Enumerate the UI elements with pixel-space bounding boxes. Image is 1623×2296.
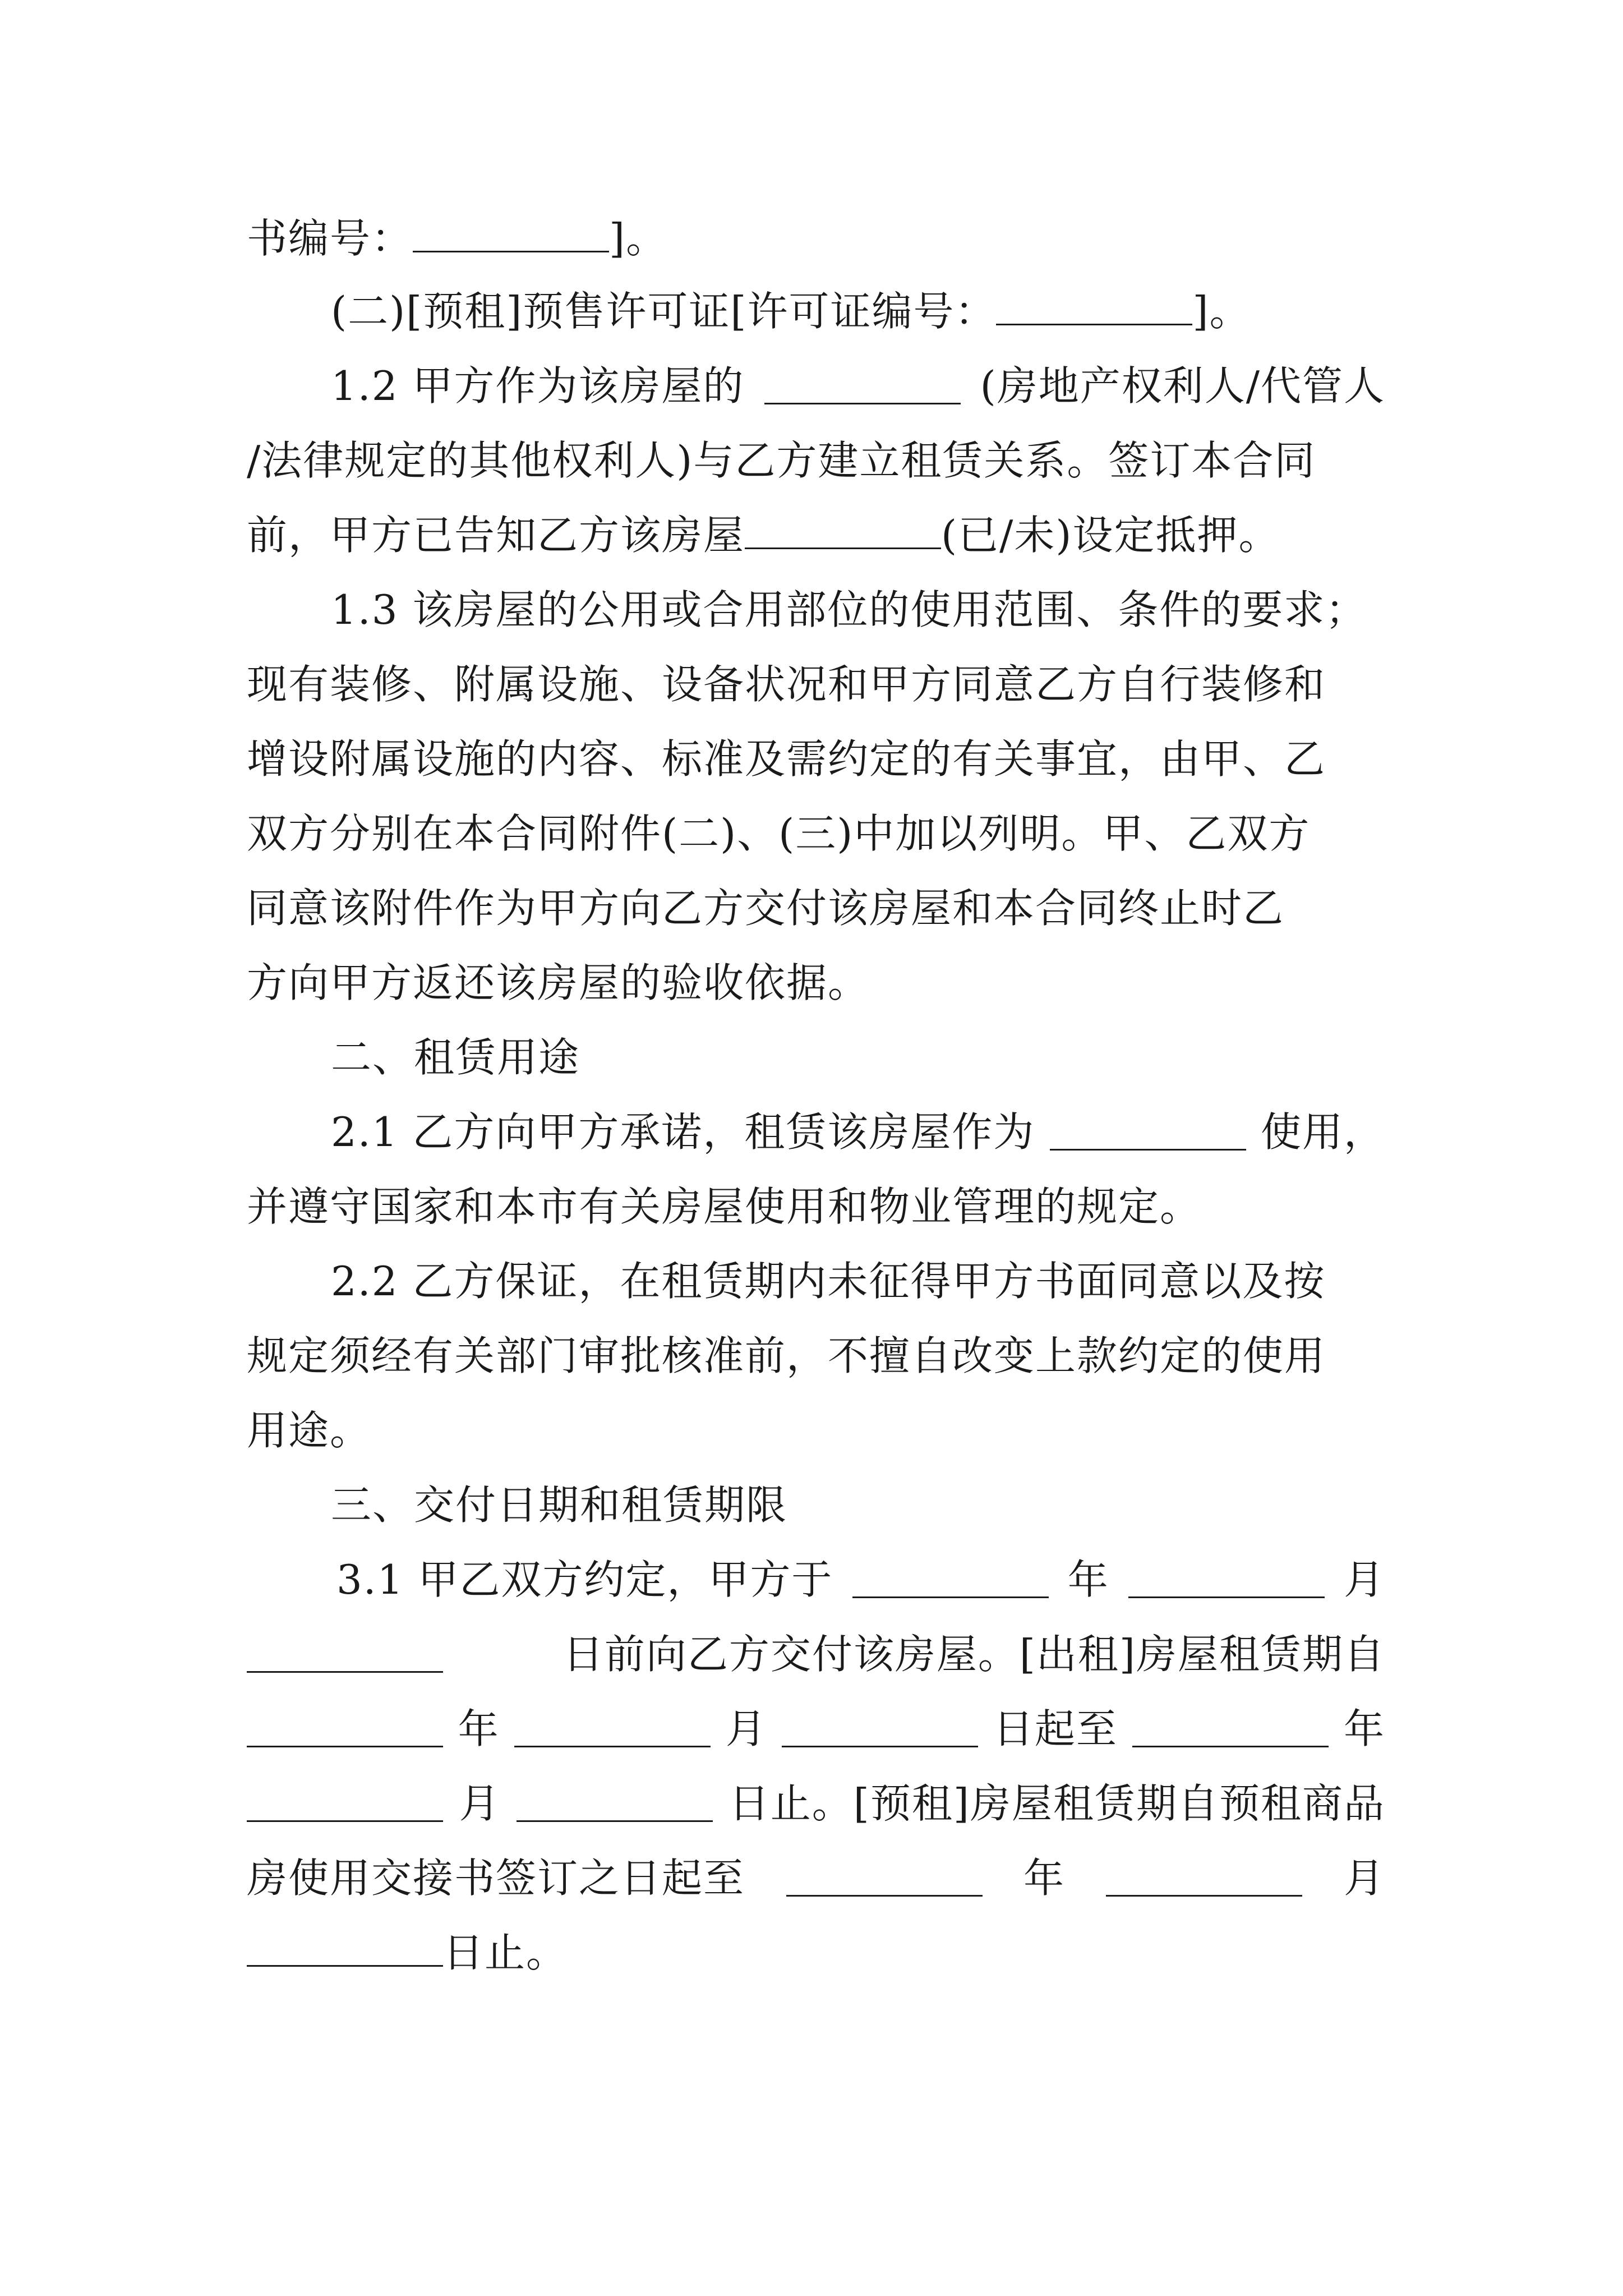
text-segment: 方向甲方返还该房屋的验收依据。 bbox=[247, 959, 870, 1006]
text-segment: 年 bbox=[458, 1705, 500, 1752]
text-segment: 日前向乙方交付该房屋。[出租]房屋租赁期自 bbox=[562, 1631, 1385, 1678]
text-segment: 1.3 该房屋的公用或合用部位的使用范围、条件的要求； bbox=[331, 586, 1367, 633]
section-heading bbox=[331, 1474, 1385, 1536]
text-line bbox=[247, 1773, 1385, 1834]
fill-in-blank[interactable] bbox=[764, 368, 961, 404]
text-segment: 年 bbox=[1343, 1705, 1385, 1752]
fill-in-blank[interactable] bbox=[1132, 1711, 1329, 1747]
text-line bbox=[247, 1922, 1385, 1984]
text-line bbox=[247, 1698, 1385, 1760]
text-segment: 现有装修、附属设施、设备状况和甲方同意乙方自行装修和 bbox=[247, 661, 1326, 708]
text-segment: 年 bbox=[1023, 1855, 1065, 1902]
text-segment: 使用， bbox=[1260, 1108, 1385, 1156]
text-segment: 日起至 bbox=[993, 1705, 1118, 1752]
text-line bbox=[247, 654, 1385, 715]
text-segment: (已/未)设定抵押。 bbox=[941, 512, 1280, 559]
text-segment: 并遵守国家和本市有关房屋使用和物业管理的规定。 bbox=[247, 1183, 1202, 1230]
text-segment: 月 bbox=[1343, 1556, 1385, 1603]
text-segment: (二)[预租]预售许可证[许可证编号： bbox=[331, 288, 997, 335]
text-segment: ]。 bbox=[609, 215, 668, 262]
fill-in-blank[interactable] bbox=[852, 1562, 1049, 1598]
fill-in-blank[interactable] bbox=[1106, 1860, 1302, 1897]
text-segment: 3.1 甲乙双方约定，甲方于 bbox=[336, 1556, 833, 1603]
text-segment: 前，甲方已告知乙方该房屋 bbox=[247, 512, 745, 559]
text-line bbox=[247, 877, 1385, 939]
text-line bbox=[331, 1250, 1385, 1312]
text-segment: ]。 bbox=[1192, 288, 1251, 335]
fill-in-blank[interactable] bbox=[247, 1711, 443, 1747]
text-segment: 房使用交接书签订之日起至 bbox=[247, 1855, 745, 1902]
text-segment: 年 bbox=[1067, 1556, 1109, 1603]
fill-in-blank[interactable] bbox=[786, 1860, 983, 1897]
fill-in-blank[interactable] bbox=[782, 1711, 978, 1747]
text-segment: 规定须经有关部门审批核准前，不擅自改变上款约定的使用 bbox=[247, 1332, 1326, 1379]
text-line bbox=[331, 280, 1385, 342]
text-segment: /法律规定的其他权利人)与乙方建立租赁关系。签订本合同 bbox=[247, 437, 1316, 484]
text-segment: 2.2 乙方保证，在租赁期内未征得甲方书面同意以及按 bbox=[331, 1258, 1326, 1305]
text-line bbox=[247, 1400, 1385, 1461]
fill-in-blank[interactable] bbox=[247, 1786, 443, 1822]
text-segment: 2.1 乙方向甲方承诺，租赁该房屋作为 bbox=[331, 1108, 1035, 1156]
text-line bbox=[247, 952, 1385, 1014]
text-line bbox=[247, 430, 1385, 491]
fill-in-blank[interactable] bbox=[1128, 1562, 1325, 1598]
fill-in-blank[interactable] bbox=[517, 1786, 713, 1822]
text-segment: (房地产权利人/代管人 bbox=[980, 362, 1385, 409]
fill-in-blank[interactable] bbox=[247, 1636, 443, 1673]
section-heading-text: 二、租赁用途 bbox=[331, 1034, 580, 1081]
text-line bbox=[247, 1623, 1385, 1685]
text-segment: 1.2 甲方作为该房屋的 bbox=[331, 362, 745, 409]
text-segment: 月 bbox=[459, 1780, 501, 1827]
text-line bbox=[247, 1325, 1385, 1387]
fill-in-blank[interactable] bbox=[996, 289, 1192, 325]
fill-in-blank[interactable] bbox=[745, 513, 941, 549]
fill-in-blank[interactable] bbox=[514, 1711, 711, 1747]
text-line bbox=[247, 1847, 1385, 1909]
text-line bbox=[331, 355, 1385, 417]
text-line bbox=[247, 504, 1385, 566]
text-segment: 同意该附件作为甲方向乙方交付该房屋和本合同终止时乙 bbox=[247, 885, 1285, 932]
text-segment: 月 bbox=[1343, 1855, 1385, 1902]
text-segment: 用途。 bbox=[247, 1407, 372, 1454]
section-heading-text: 三、交付日期和租赁期限 bbox=[331, 1481, 788, 1529]
text-segment: 日止。 bbox=[443, 1929, 568, 1976]
text-segment: 日止。[预租]房屋租赁期自预租商品 bbox=[728, 1780, 1385, 1827]
text-line bbox=[331, 1101, 1385, 1163]
text-segment: 双方分别在本合同附件(二)、(三)中加以列明。甲、乙双方 bbox=[247, 810, 1311, 857]
text-line bbox=[247, 1176, 1385, 1237]
text-line bbox=[247, 728, 1385, 790]
text-segment: 增设附属设施的内容、标准及需约定的有关事宜，由甲、乙 bbox=[247, 735, 1326, 783]
text-line bbox=[247, 803, 1385, 864]
fill-in-blank[interactable] bbox=[1050, 1114, 1246, 1151]
fill-in-blank[interactable] bbox=[413, 216, 609, 252]
text-line bbox=[331, 579, 1385, 641]
fill-in-blank[interactable] bbox=[247, 1930, 443, 1967]
section-heading bbox=[331, 1027, 1385, 1088]
text-line bbox=[336, 1549, 1385, 1611]
text-segment: 月 bbox=[725, 1705, 767, 1752]
text-segment: 书编号： bbox=[247, 215, 413, 262]
text-line bbox=[247, 208, 1385, 269]
